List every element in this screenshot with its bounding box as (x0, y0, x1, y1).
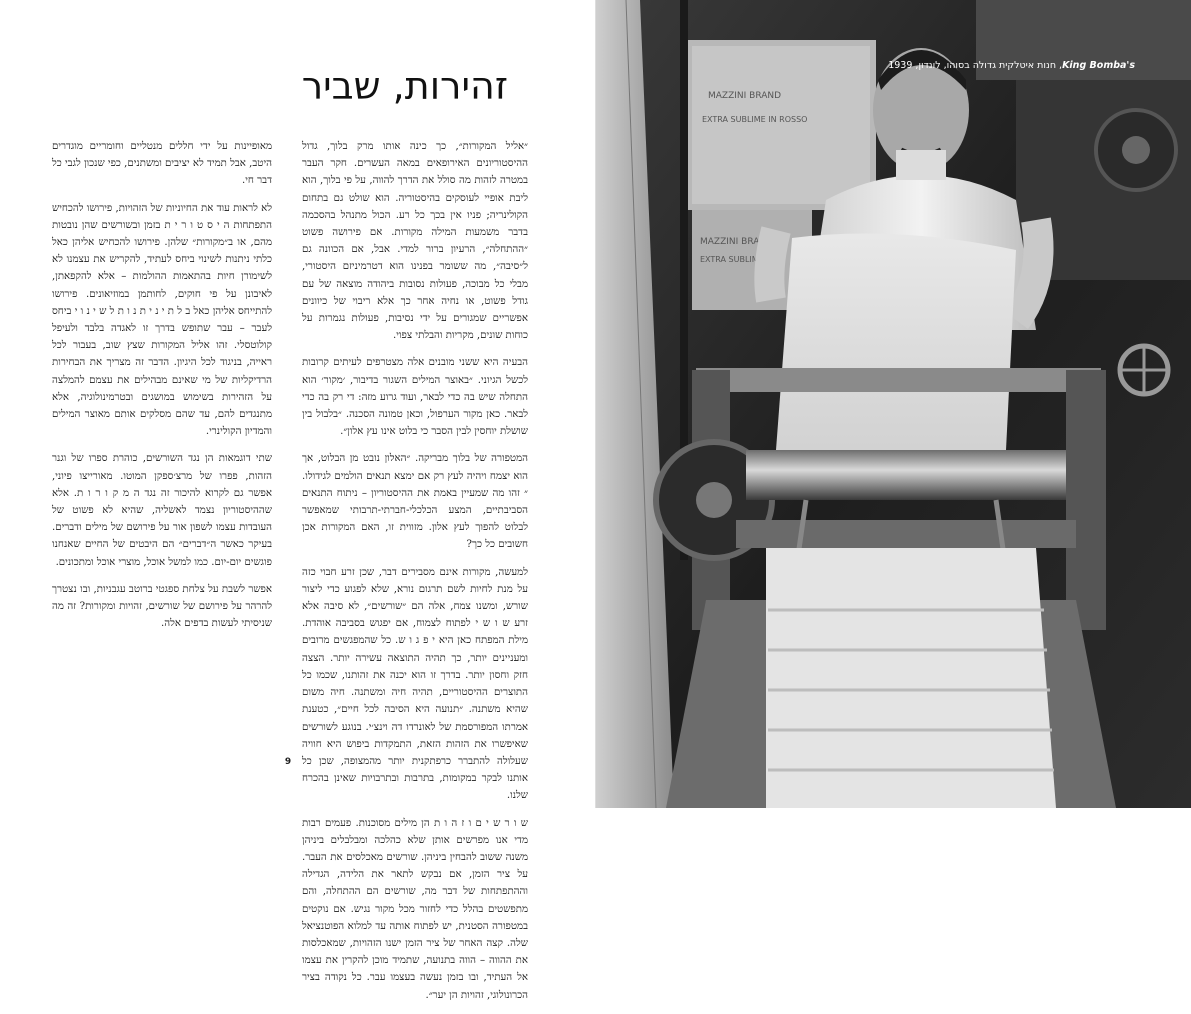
caption-shop-name: King Bomba's (1062, 60, 1135, 71)
box-label: EXTRA SUBLIME (700, 255, 764, 264)
text-page (0, 0, 596, 1001)
text-column-right (302, 138, 528, 1014)
paragraph: לא לראות עוד את החיוניות של הזהויות, פירושו להכחיש התפתחות ה י ס ט ו ר י ת בזמן ובשורשים שהן נובטות מהם, או ב״מקורות״ שלהן. פירושו להכחיש אליהן כאל כלתי ניתנות לשינוי ביחס לעתיד, להקריש את עצמנו לא לשימורן חיות בהתאמות ההולמות – אלא להקפאתן, לאיבונן על פי חוקים, לחותמן במוזיאונים. פירושו להתייחס אליהן כאל ב ל ת י נ י ת נ ו ת ל ש י נ ו י ביחס לעבר – עבר שתופש בדרך זו לאגדה בלבד ולעיפל קולוטסלי. זהו אליל המקורות שצץ שוב, בעבור לכל ראייה, בניגוד לכל היגיון. הדבר זה מצריך את הבחירות הרדיקליות של מי שאינם מבהילים את עצמם להמלצה על הזהירות בשימוש במושגים ובטרמינולוגיה, אלא מתנגדים להם, עד שהם מסלקים אותם מאוצר המילים והמדיון הקולינרי. (52, 202, 272, 438)
paragraph: המטפורה של בלוך מבריקה. ״האלון נובט מן הבלוט, אך הוא יצמח ויהיה לעץ רק אם ימצא תנאים הולמים לגידולו. ״ זהו מה שמעיין באמת את ההיסטוריון – ניתוח התנאים הסביבתיים, המצע הכלכלי-חברתי-תרבותי שמאפשר לבלוט להפוך לעץ אלון. מזווית זו, האם המקורות אכן חשובים כל כך? (302, 453, 528, 551)
paragraph: ״אליל המקורות״, כך כינה אותו מרק בלוך, גדול ההיסטוריונים האירופאים במאה העשרים. חקר העבר במטרה לזהות מה סולל את הדרך להווה, על פי בלוך, הוא ליבת אופיי לעוסקים בהיסטוריה. הוא שולט גם בתחום הקולינריה; פניו אין בכך כל רע. הכול מתנהל בהסכמה בדבר משמעות המילה מקורות. אם פירושה פשוט ״ההתחלה״, הרעיון ברור למדי. אבל, אם הכוונה גם ל״סיבה״, מה ששומר בפנינו הוא דטרמיניזם היסטורי, מבלי כל מבוכה, פעולות נסובות ביהודה מוצאה של עם גודל פשוט, או נחיה אחר כך אלא ריבוי של כיוונים אפשריים שמגורים על ידי נסיבות, פעולות נגמרות על כוחות שונים, מקריות והבלתי צפוי. (302, 141, 528, 342)
photo-pasta-maker (596, 0, 1191, 808)
paragraph: שתי דוגמאות הן נגד השורשים, כוהרת ספרו של וגנר הזהות, פפרו של מרצ׳ספקן המוטו. מאורייצו פיוני, אפשר גם לקרוא להיכור זה נגד ה מ ק ו ר ו ת. אלא שההיסטוריון נצמד לאשליה, שהיא לא פשוט של העובדות עצמו לשפון אור על פירושם של מילים ודברים. בעיקר כאשר ה״דברים״ הם היבטים של החיים שאנחנו פוגשים יום-יום. כמו למשל אוכל, מוצרי אוכל ומתכונים. (52, 453, 272, 568)
box-label: MAZZINI BRAND (700, 237, 774, 247)
box-label: EXTRA SUBLIME IN ROSSO (702, 115, 808, 124)
paragraph: אפשר לשבת על צלחת ספגטי ברוטב עגבניות, ובו נצטרך להרהר על פירושם של שורשים, זהויות ומקורות? זה מה שניסיתי לעשות בדפים אלה. (52, 583, 272, 630)
page-number: 9 (284, 757, 292, 767)
page-title: זהירות, שביר (301, 64, 508, 108)
paragraph: מאופיינות על ידי חללים מנטליים וחומריים מוגדרים היטב, אבל תמיד לא יציבים ומשתנים, כפי שנכון לגבי כל דבר חי. (52, 141, 272, 187)
caption-text: , חנות איטלקית גדולה בסוהו, לונדון, 1939 (888, 60, 1063, 71)
paragraph: למעשה, מקורות אינם מסבירים דבר, שכן זרע חבוי כזה על מנת לחיות לשם תרגום נורא, שלא לפגוע כדי ליצור שורש, ומשנו צמח, אלה הם ״שורשים״, לא סיבה אלא זרע ש ו ש י לפתוח לצמוח, אם יפגוש בסביבה אוהדת. מילת המפתח כאן היא י פ ג ו ש. כל שהמפגשים מרובים ומעניינים יותר, כך תהיה התוצאה עשירה יותר. הצצה חזק וחסון יותר. בדרך זו הוא יכנה את זהותנו, שכמו כל התוצרים ההיסטוריים, תהיה חיה ומשתנה. חיה משום שהיא משתנה. ״תנועה היא הסיבה לכל חיים״, כטענת אמרתו המפורסמת של לאונרדו דה וינצ׳י. בנוגע לשורשים שאיפשרו את הזהות הזאת, התמקדות ביפוש היא חוויה שעלולה להתברר כרפתקנית יותר מהמצופה, שכן כל אותנו לבקר במקומות, בתרבות ובתרבויות שאינן בהכרח שלנו. (302, 566, 528, 802)
paragraph: הבעיה היא ששני מובנים אלה מצטרפים לעיתים קרובות לכשל הגיוני. ״באוצר המילים השגור בדיבור, ׳מקור׳ הוא התחלה שיש בה כדי לבאר, ועוד גרוע מזה: די רק בה כדי לבאר. כאן מקור הערפול, וכאן טמונה הסכנה. ״בלבול בין שושלת יוחסין לבין הסבר כי בלוט אינו עץ אלון״. (302, 357, 528, 438)
paragraph: ש ו ר ש י ם ו ז ה ו ת הן מילים מסוכנות. פעמים רבות מדי אנו מפרשים אותן שלא כהלכה ומבלבלים ביניהן משנה ששוב להבחין ביניהן. שורשים מאכלסים את העבר. על ציר הזמן, אם נבקש לתאר את הלידה, הגדילה וההתפתחות של דבר מה, שורשים הם ההתחלה, והם מתפשטים בהלל כדי לחזור מכל מקור נגיש. אם נוקטים במטפורה הסטנית, יש לפתוח אותה עד למלוא הפוטנציאל שלה. קצה האחר של ציר הזמן ישנו הזהויות, שמאכלסות את ההווה – הווה בתנועה, שתמיד מוכן להקרין את עצמו אל העתיד, ובו בזמן נעשה בעצמו עבר. כל נקודה בציר הכרונולוגי, זהויות הן יער״. (302, 817, 528, 1001)
photo-illustration (596, 0, 1191, 808)
text-column-left (52, 138, 272, 642)
photo-caption (888, 60, 1135, 71)
box-label: MAZZINI BRAND (708, 91, 782, 101)
